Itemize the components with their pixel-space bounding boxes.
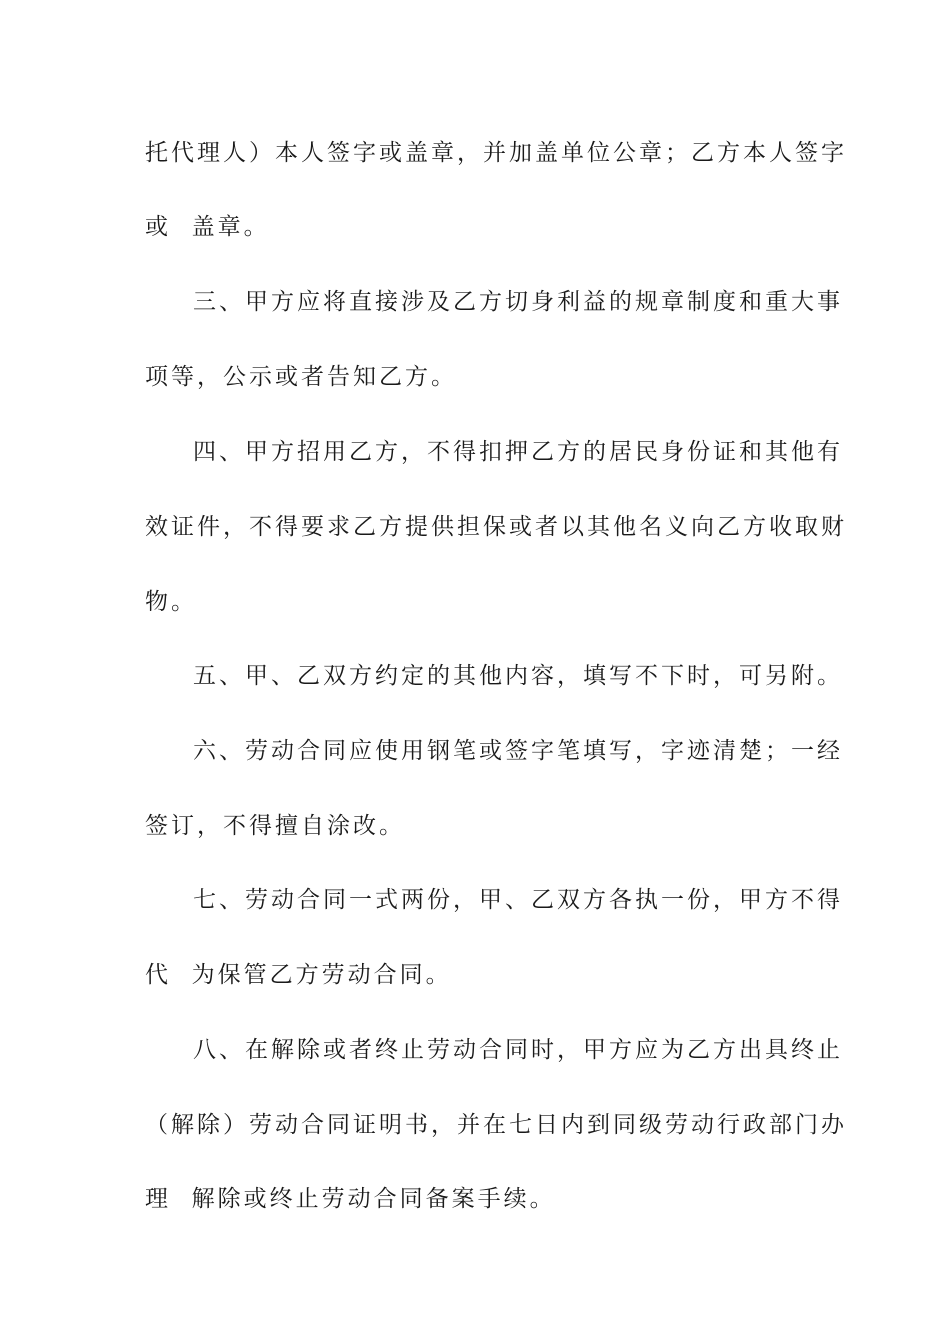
paragraph-three-start: 三、甲方应将直接涉及乙方切身利益的规章制度和重大事 bbox=[193, 289, 843, 315]
paragraph-seven-start: 七、劳动合同一式两份，甲、乙双方各执一份，甲方不得 bbox=[193, 887, 843, 913]
text-line: 效证件，不得要求乙方提供担保或者以其他名义向乙方收取财 bbox=[145, 514, 847, 540]
paragraph-five: 五、甲、乙双方约定的其他内容，填写不下时，可另附。 bbox=[193, 663, 843, 689]
text-line: 托代理人）本人签字或盖章，并加盖单位公章；乙方本人签字 bbox=[145, 140, 847, 166]
text-line: 理 解除或终止劳动合同备案手续。 bbox=[145, 1186, 556, 1212]
text-line: 物。 bbox=[145, 589, 197, 615]
text-line: 项等，公示或者告知乙方。 bbox=[145, 364, 457, 390]
text-line: 代 为保管乙方劳动合同。 bbox=[145, 962, 452, 988]
paragraph-four-start: 四、甲方招用乙方，不得扣押乙方的居民身份证和其他有 bbox=[193, 439, 843, 465]
text-line: 签订，不得擅自涂改。 bbox=[145, 813, 405, 839]
text-line: 或 盖章。 bbox=[145, 214, 270, 240]
text-line: （解除）劳动合同证明书，并在七日内到同级劳动行政部门办 bbox=[145, 1112, 847, 1138]
paragraph-eight-start: 八、在解除或者终止劳动合同时，甲方应为乙方出具终止 bbox=[193, 1037, 843, 1063]
paragraph-six-start: 六、劳动合同应使用钢笔或签字笔填写，字迹清楚；一经 bbox=[193, 738, 843, 764]
